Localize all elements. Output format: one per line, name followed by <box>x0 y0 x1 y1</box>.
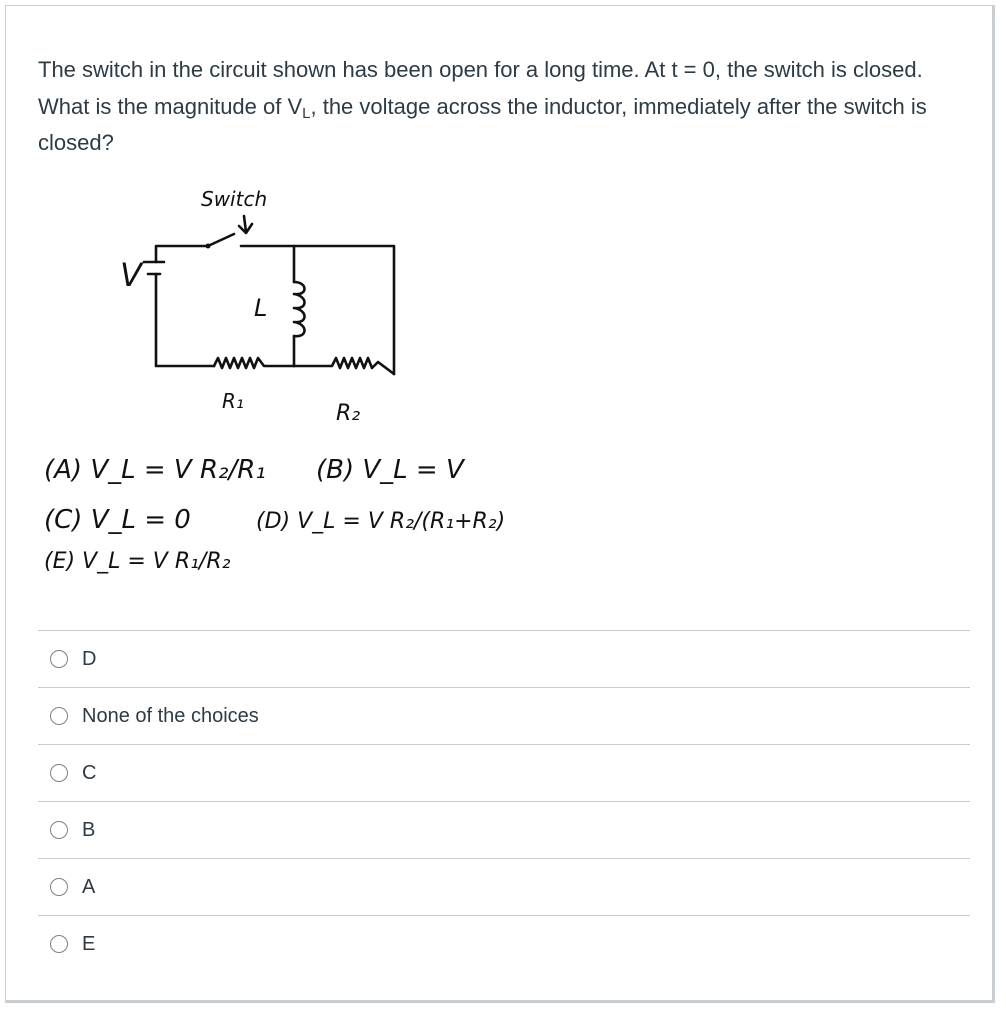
source-label: V <box>120 256 142 294</box>
answer-label: None of the choices <box>82 704 259 727</box>
question-text-part1: The switch in the circuit shown has been open for a long time. At t = 0, the switch is closed. What is the magnitude of V <box>38 57 923 119</box>
resistor-r1 <box>214 358 294 368</box>
radio-button[interactable] <box>50 821 68 839</box>
r2-label: R₂ <box>336 401 361 426</box>
wire-left <box>156 274 214 366</box>
answer-list <box>38 630 970 972</box>
inductor-label: L <box>254 294 268 322</box>
wire-top-left <box>156 246 206 262</box>
answer-label: E <box>82 932 96 955</box>
switch-arrow <box>239 216 252 233</box>
question-text-part2: , the voltage across the inductor, immediately after the switch is closed? <box>38 93 927 155</box>
answer-label: C <box>82 761 97 784</box>
question-text <box>38 52 978 162</box>
answer-option-e[interactable] <box>38 915 970 972</box>
question-subscript: L <box>302 104 311 122</box>
radio-button[interactable] <box>50 935 68 953</box>
answer-option-d[interactable] <box>38 630 970 687</box>
answer-option-none[interactable] <box>38 687 970 744</box>
circuit-figure <box>36 186 556 576</box>
r1-label: R₁ <box>222 389 244 413</box>
answer-option-b[interactable] <box>38 801 970 858</box>
answer-label: D <box>82 647 97 670</box>
answer-option-a[interactable] <box>38 858 970 915</box>
circuit-drawing <box>36 186 556 576</box>
question-card <box>5 5 995 1003</box>
switch-label: Switch <box>201 187 268 211</box>
switch-blade <box>208 234 234 246</box>
radio-button[interactable] <box>50 650 68 668</box>
answer-label: B <box>82 818 96 841</box>
resistor-r2 <box>294 358 394 374</box>
choice-b: (B) V_L = V <box>316 455 464 485</box>
choice-e: (E) V_L = V R₁/R₂ <box>44 549 231 574</box>
choice-a: (A) V_L = V R₂/R₁ <box>44 455 266 485</box>
radio-button[interactable] <box>50 764 68 782</box>
answer-option-c[interactable] <box>38 744 970 801</box>
radio-button[interactable] <box>50 707 68 725</box>
choice-d: (D) V_L = V R₂/(R₁+R₂) <box>256 509 506 534</box>
inductor-coil <box>294 282 305 336</box>
radio-button[interactable] <box>50 878 68 896</box>
switch-pivot <box>206 244 211 249</box>
choice-c: (C) V_L = 0 <box>44 505 191 535</box>
answer-label: A <box>82 875 96 898</box>
